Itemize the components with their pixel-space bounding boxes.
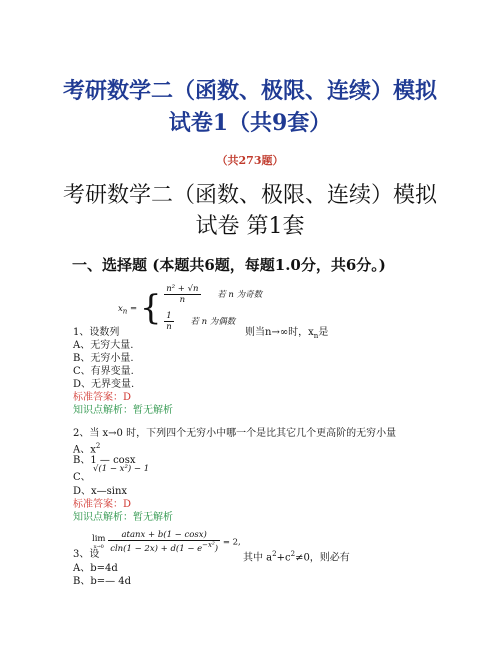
q3-formula: lim x→0 $\frac{atanx + b(1 - \cos x)}{cln(1 - 2x) + d(1 - e^{-x^2})}$ = 2, [92,530,241,554]
q1-option-c: C、有界变量. [73,366,134,377]
q3-option-a: A、b=4d [73,563,118,574]
q2-option-b: B、1 — cosx [73,455,136,466]
question-count: （共273题） [216,154,284,167]
q1-case1-condition: 若 n 为奇数 [217,290,263,300]
document-title-line1: 考研数学二（函数、极限、连续）模拟 [62,78,437,104]
q1-option-d: D、无界变量. [73,379,135,390]
document-title-line2: 试卷1（共9套） [168,110,332,136]
q2-option-c: C、 [73,472,91,483]
q1-formula-lhs: $x_n$ [118,303,128,316]
brace-symbol: { [139,288,162,328]
q2-option-d: D、x—sinx [73,486,128,497]
q1-option-a: A、无穷大量. [73,340,134,351]
paper-title-line1: 考研数学二（函数、极限、连续）模拟 [62,183,437,208]
paper-title-line2: 试卷 第1套 [195,214,305,239]
q3-stem: 3、设 [73,549,100,560]
q2-option-a: A、$x^2$ [73,442,101,456]
q2-analysis: 知识点解析：暂无解析 [73,512,173,523]
q2-stem: 2、当 x→0 时，下列四个无穷小中哪一个是比其它几个更高阶的无穷小量 [73,428,397,439]
q1-stem: 1、设数列 [73,327,120,338]
q1-analysis: 知识点解析：暂无解析 [73,405,173,416]
q1-stem-tail: 则当n→∞时，$x_n$是 [245,327,329,340]
q2-answer: 标准答案：D [73,499,132,510]
q3-option-b: B、b=— 4d [73,576,132,587]
q1-answer: 标准答案：D [73,392,132,403]
q3-stem-tail: 其中 $a^2+c^2\ne 0$，则必有 [243,550,350,564]
q1-option-b: B、无穷小量. [73,353,134,364]
q1-case2-condition: 若 n 为偶数 [190,317,236,327]
q1-formula: $x_n$ = { $\frac{\text{n² + √n}}{n}$ 若 n 为奇数 $\frac{1}{n}$ 若 n 为偶数 [118,284,263,332]
q2-option-c-formula: √(1 − x²) − 1 [93,464,150,474]
section-heading: 一、选择题 (本题共6题，每题1.0分，共6分。) [72,256,386,274]
